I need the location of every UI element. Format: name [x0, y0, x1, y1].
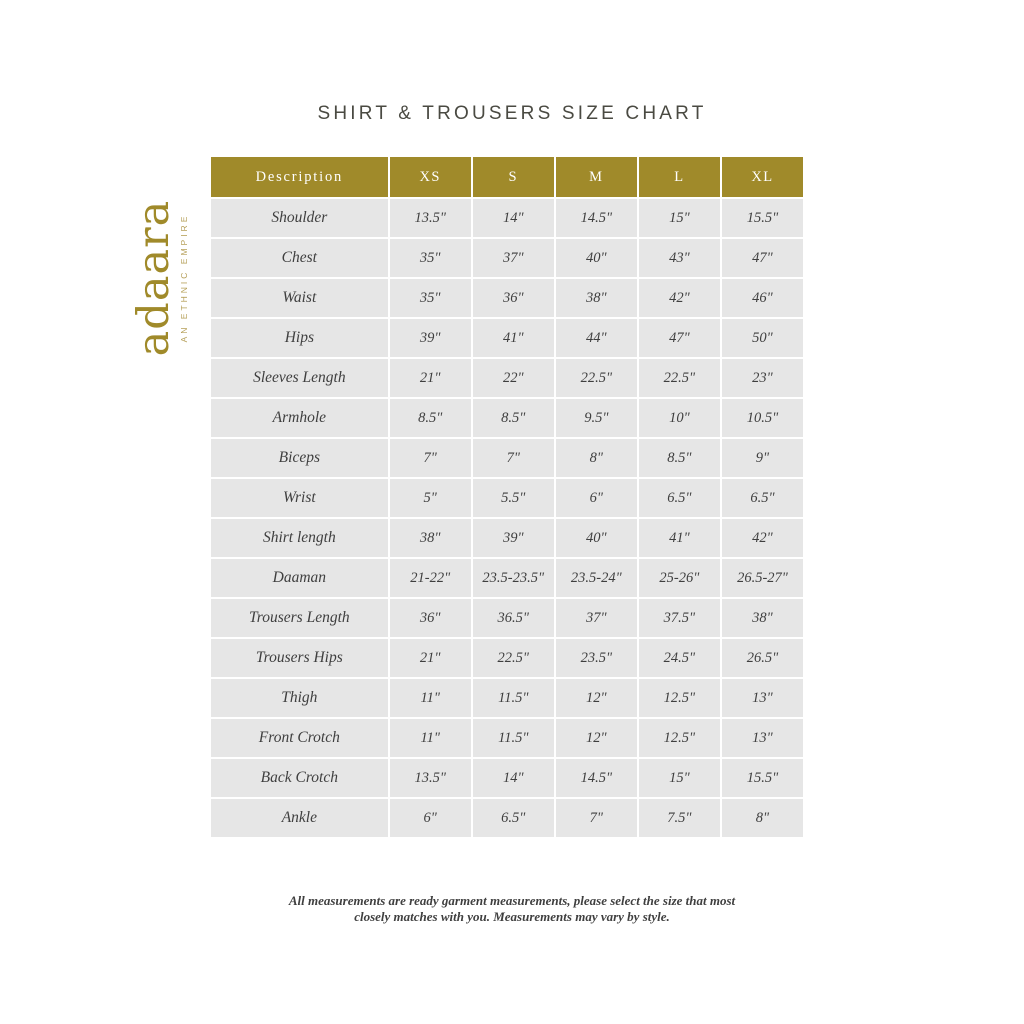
cell-value: 9" [722, 439, 803, 477]
column-header-description: Description [211, 157, 388, 197]
table-row [211, 519, 803, 557]
cell-value: 14" [473, 199, 554, 237]
cell-value: 35" [390, 239, 471, 277]
cell-value: 37.5" [639, 599, 720, 637]
cell-value: 14" [473, 759, 554, 797]
row-label: Ankle [211, 799, 388, 837]
cell-value: 43" [639, 239, 720, 277]
cell-value: 22.5" [473, 639, 554, 677]
row-label: Wrist [211, 479, 388, 517]
cell-value: 50" [722, 319, 803, 357]
cell-value: 7.5" [639, 799, 720, 837]
cell-value: 11" [390, 679, 471, 717]
footnote-line-2: closely matches with you. Measurements may vary by style. [354, 909, 670, 925]
cell-value: 6.5" [722, 479, 803, 517]
column-header-l: L [639, 157, 720, 197]
cell-value: 15" [639, 759, 720, 797]
cell-value: 47" [639, 319, 720, 357]
table-row [211, 399, 803, 437]
cell-value: 42" [722, 519, 803, 557]
cell-value: 5.5" [473, 479, 554, 517]
row-label: Shoulder [211, 199, 388, 237]
cell-value: 6" [556, 479, 637, 517]
size-chart-table-wrap [209, 155, 805, 839]
table-row [211, 799, 803, 837]
row-label: Waist [211, 279, 388, 317]
cell-value: 40" [556, 239, 637, 277]
table-row [211, 439, 803, 477]
cell-value: 42" [639, 279, 720, 317]
cell-value: 22.5" [639, 359, 720, 397]
cell-value: 7" [556, 799, 637, 837]
cell-value: 13" [722, 679, 803, 717]
cell-value: 10.5" [722, 399, 803, 437]
footnote-line-1: All measurements are ready garment measurements, please select the size that most [288, 893, 736, 908]
cell-value: 11.5" [473, 679, 554, 717]
cell-value: 8.5" [390, 399, 471, 437]
cell-value: 12.5" [639, 679, 720, 717]
cell-value: 8" [722, 799, 803, 837]
table-row [211, 679, 803, 717]
cell-value: 36" [390, 599, 471, 637]
cell-value: 26.5-27" [722, 559, 803, 597]
cell-value: 8.5" [473, 399, 554, 437]
cell-value: 7" [390, 439, 471, 477]
table-row [211, 239, 803, 277]
brand-logo [118, 176, 208, 376]
cell-value: 39" [473, 519, 554, 557]
cell-value: 23.5-24" [556, 559, 637, 597]
cell-value: 7" [473, 439, 554, 477]
cell-value: 13.5" [390, 199, 471, 237]
row-label: Trousers Length [211, 599, 388, 637]
cell-value: 15.5" [722, 199, 803, 237]
cell-value: 21-22" [390, 559, 471, 597]
cell-value: 5" [390, 479, 471, 517]
row-label: Armhole [211, 399, 388, 437]
row-label: Hips [211, 319, 388, 357]
footnote [0, 893, 1024, 926]
table-row [211, 599, 803, 637]
cell-value: 12" [556, 679, 637, 717]
table-header-row [211, 157, 803, 197]
page-title: SHIRT & TROUSERS SIZE CHART [317, 103, 707, 124]
cell-value: 26.5" [722, 639, 803, 677]
column-header-xl: XL [722, 157, 803, 197]
cell-value: 12.5" [639, 719, 720, 757]
cell-value: 24.5" [639, 639, 720, 677]
row-label: Daaman [211, 559, 388, 597]
cell-value: 8.5" [639, 439, 720, 477]
size-chart-table [209, 155, 805, 839]
cell-value: 23.5" [556, 639, 637, 677]
column-header-s: S [473, 157, 554, 197]
table-row [211, 719, 803, 757]
cell-value: 13.5" [390, 759, 471, 797]
cell-value: 12" [556, 719, 637, 757]
table-row [211, 559, 803, 597]
cell-value: 38" [390, 519, 471, 557]
cell-value: 8" [556, 439, 637, 477]
cell-value: 40" [556, 519, 637, 557]
table-row [211, 479, 803, 517]
cell-value: 38" [556, 279, 637, 317]
cell-value: 6" [390, 799, 471, 837]
cell-value: 25-26" [639, 559, 720, 597]
row-label: Biceps [211, 439, 388, 477]
cell-value: 22.5" [556, 359, 637, 397]
cell-value: 37" [556, 599, 637, 637]
cell-value: 46" [722, 279, 803, 317]
cell-value: 15.5" [722, 759, 803, 797]
cell-value: 21" [390, 639, 471, 677]
cell-value: 35" [390, 279, 471, 317]
row-label: Sleeves Length [211, 359, 388, 397]
table-header [211, 157, 803, 197]
cell-value: 11" [390, 719, 471, 757]
cell-value: 13" [722, 719, 803, 757]
cell-value: 14.5" [556, 759, 637, 797]
column-header-m: M [556, 157, 637, 197]
cell-value: 39" [390, 319, 471, 357]
row-label: Back Crotch [211, 759, 388, 797]
cell-value: 23" [722, 359, 803, 397]
table-row [211, 199, 803, 237]
cell-value: 36" [473, 279, 554, 317]
cell-value: 41" [639, 519, 720, 557]
cell-value: 47" [722, 239, 803, 277]
cell-value: 21" [390, 359, 471, 397]
cell-value: 44" [556, 319, 637, 357]
row-label: Trousers Hips [211, 639, 388, 677]
cell-value: 9.5" [556, 399, 637, 437]
row-label: Thigh [211, 679, 388, 717]
table-row [211, 759, 803, 797]
table-row [211, 639, 803, 677]
cell-value: 41" [473, 319, 554, 357]
cell-value: 37" [473, 239, 554, 277]
cell-value: 14.5" [556, 199, 637, 237]
cell-value: 11.5" [473, 719, 554, 757]
row-label: Shirt length [211, 519, 388, 557]
brand-name: adaara [129, 199, 179, 357]
cell-value: 10" [639, 399, 720, 437]
cell-value: 15" [639, 199, 720, 237]
row-label: Chest [211, 239, 388, 277]
cell-value: 38" [722, 599, 803, 637]
cell-value: 6.5" [639, 479, 720, 517]
cell-value: 6.5" [473, 799, 554, 837]
row-label: Front Crotch [211, 719, 388, 757]
table-row [211, 359, 803, 397]
cell-value: 23.5-23.5" [473, 559, 554, 597]
column-header-xs: XS [390, 157, 471, 197]
cell-value: 22" [473, 359, 554, 397]
table-body [211, 199, 803, 837]
table-row [211, 279, 803, 317]
cell-value: 36.5" [473, 599, 554, 637]
brand-tagline: AN ETHNIC EMPIRE [179, 213, 189, 343]
table-row [211, 319, 803, 357]
